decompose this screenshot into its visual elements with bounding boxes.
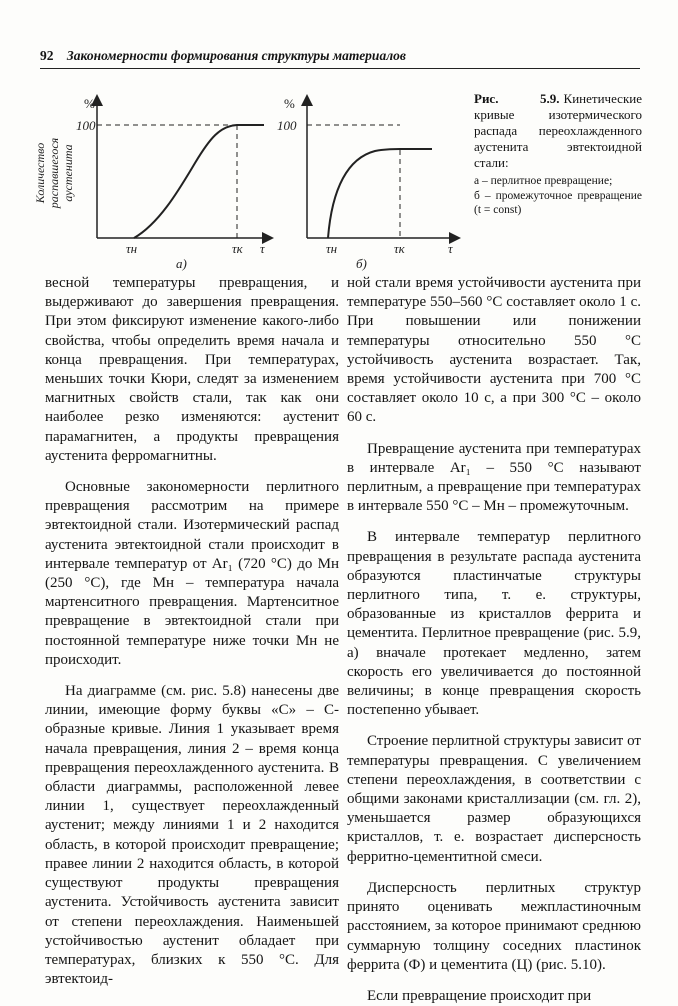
panel-b-x-label: τ bbox=[448, 241, 453, 256]
paragraph: Строение перлитной структуры зависит от температуры превращения. С увеличением степени переохлаждения, в соответствии с общими законами кристаллизации (см. гл. 2), уменьшается размер образующихся кристаллов, т. е. возрастает дисперсность ферритно-цементитной смеси. bbox=[347, 733, 641, 865]
paragraph: Если превращение происходит при bbox=[367, 987, 592, 1004]
legend-b: б – промежуточное превращение (t = const) bbox=[474, 189, 642, 216]
panel-b-tau-start: τн bbox=[326, 241, 338, 256]
figure-legend bbox=[474, 174, 642, 218]
legend-a: а – перлитное превращение; bbox=[474, 175, 613, 187]
panel-a-percent-label: % bbox=[84, 96, 95, 111]
panel-b-label: б) bbox=[356, 256, 367, 271]
paragraph: ной стали время устойчивости аустенита при температуре 550–560 °C составляет около 1 с. При повышении или понижении температуры относительно 550 °C устойчивость аустенита возрастает. Так, время устойчивости аустенита при 700 °C составляет около 10 с, а при 300 °C – около 60 с. bbox=[347, 275, 641, 426]
paragraph: В интервале температур перлитного превращения в результате распада аустенита образуются пластинчатые структуры перлитного типа, т. е. структуры, образованные из кристаллов феррита и цементита. Перлитное превращение (рис. 5.9, а) вначале протекает медленно, затем скорость его увеличивается до постоянной величины; в конце превращения скорость постепенно убывает. bbox=[347, 529, 641, 719]
page-number: 92 bbox=[40, 48, 54, 63]
panel-b-100-label: 100 bbox=[277, 118, 297, 133]
paragraph: Превращение аустенита при температурах в интервале Ar₁ – 550 °C называют перлитным, а превращение при температурах в интервале 550 °C – Mн – промежуточным. bbox=[347, 440, 641, 515]
panel-a-100-label: 100 bbox=[76, 118, 96, 133]
panel-b-percent-label: % bbox=[284, 96, 295, 111]
paragraph: Дисперсность перлитных структур принято оценивать межпластиночным расстоянием, за которое принимают среднюю суммарную толщину соседних пластинок феррита (Ф) и цементита (Ц) (рис. 5.10). bbox=[347, 879, 641, 973]
panel-b-curve bbox=[328, 149, 432, 238]
kinetic-curves-figure bbox=[30, 78, 470, 278]
header-rule bbox=[40, 68, 640, 69]
panel-a-tau-start: τн bbox=[126, 241, 138, 256]
y-axis-title-line1: Количество bbox=[33, 142, 47, 204]
paragraph: На диаграмме (см. рис. 5.8) нанесены две линии, имеющие форму буквы «С» – С-образные кривые. Линия 1 указывает время начала превращения, линия 2 – время конца превращения переохлажденного аустенита. В области диаграммы, расположенной левее линии 1, существует переохлажденный аустенит; между линиями 1 и 2 находится область, в которой происходит превращение; правее линии 2 находится область, в которой существуют продукты превращения аустенита. Устойчивость аустенита зависит от степени переохлаждения. Наименьшей устойчивостью аустенит обладает при температурах, близких к 550 °C. Для эвтектоид- bbox=[45, 683, 339, 988]
figure-number: Рис. 5.9. bbox=[474, 91, 560, 106]
y-axis-title-line2: распавшегося bbox=[47, 137, 61, 209]
running-title: Закономерности формирования структуры материалов bbox=[66, 48, 406, 63]
panel-a-plot bbox=[76, 96, 268, 271]
paragraph: Основные закономерности перлитного превращения рассмотрим на примере эвтектоидной стали. Изотермический распад аустенита эвтектоидной стали происходит в интервале температур от Ar₁ (720 °C) до Mн (250 °C), где Mн – температура начала мартенситного превращения. Мартенситное превращение в эвтектоидной стали при постоянной температуре ниже точки Mн не происходит. bbox=[45, 479, 339, 668]
caption-text: Кинетические кривые изотермического распада переохлажденного аустенита эвтектоидной стали: bbox=[474, 91, 642, 170]
running-header bbox=[40, 48, 640, 64]
panel-b-tau-end: τк bbox=[394, 241, 405, 256]
paragraph: весной температуры превращения, и выдерживают до завершения превращения. При этом фиксируют изменение какого-либо свойства, чтобы определить время начала и конца превращения. При температурах, меньших точки Кюри, следят за изменением магнитных свойств стали, так как они наиболее резко изменяются: аустенит парамагнитен, а продукты превращения аустенита ферромагнитны. bbox=[45, 275, 339, 464]
panel-b-plot bbox=[277, 96, 455, 271]
y-axis-title-line3: аустенита bbox=[61, 144, 75, 202]
panel-a-label: а) bbox=[176, 256, 187, 271]
right-text-column bbox=[347, 274, 641, 1006]
panel-a-x-label: τ bbox=[260, 241, 265, 256]
panel-a-tau-end: τк bbox=[232, 241, 243, 256]
left-text-column bbox=[45, 274, 339, 989]
figure-caption bbox=[474, 91, 642, 171]
panel-a-curve bbox=[134, 125, 264, 238]
